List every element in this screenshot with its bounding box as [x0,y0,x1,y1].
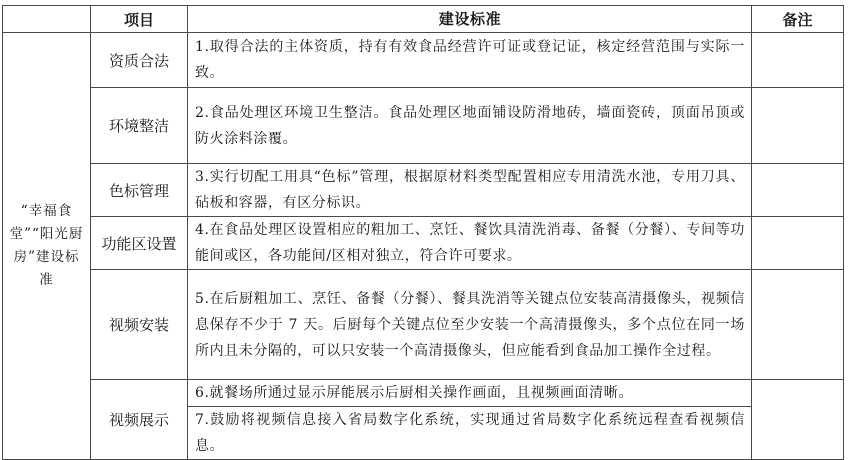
row-standard-a: 6.就餐场所通过显示屏能展示后厨相关操作画面，且视频画面清晰。 [188,380,752,407]
row-remarks [752,217,844,270]
header-row [3,6,844,33]
category-label: “幸福食堂”“阳光厨房”建设标准 [9,203,84,288]
table-row [3,217,844,270]
table-row [3,380,844,407]
row-standard: 4.在食品处理区设置相应的粗加工、烹饪、餐饮具清洗消毒、备餐（分餐）、专间等功能间或区，各功能间/区相对独立，符合许可要求。 [188,217,752,270]
row-item: 色标管理 [91,164,188,217]
table-row [3,164,844,217]
header-remarks: 备注 [752,6,844,33]
row-remarks [752,164,844,217]
row-item: 环境整洁 [91,88,188,164]
row-standard: 5.在后厨粗加工、烹饪、备餐（分餐）、餐具洗消等关键点位安装高清摄像头，视频信息保存不少于 7 天。后厨每个关键点位至少安装一个高清摄像头，多个点位在同一场所内且未分隔的，可以只安装一个高清摄像头，但应能看到食品加工操作全过程。 [188,270,752,380]
row-remarks [752,380,844,460]
row-standard: 3.实行切配工用具“色标”管理，根据原材料类型配置相应专用清洗水池，专用刀具、砧板和容器，有区分标识。 [188,164,752,217]
row-standard-b: 7.鼓励将视频信息接入省局数字化系统，实现通过省局数字化系统远程查看视频信息。 [188,407,752,460]
standards-table [2,5,844,460]
row-standard: 2.食品处理区环境卫生整洁。食品处理区地面铺设防滑地砖，墙面瓷砖，顶面吊顶或防火涂料涂覆。 [188,88,752,164]
row-item: 视频展示 [91,380,188,460]
header-blank-cell [3,6,91,33]
row-item: 视频安装 [91,270,188,380]
row-remarks [752,33,844,88]
table-row [3,33,844,88]
category-cell [3,33,91,460]
header-item: 项目 [91,6,188,33]
row-standard: 1.取得合法的主体资质，持有有效食品经营许可证或登记证，核定经营范围与实际一致。 [188,33,752,88]
row-remarks [752,270,844,380]
row-item: 功能区设置 [91,217,188,270]
row-remarks [752,88,844,164]
header-standard: 建设标准 [188,6,752,33]
table-row [3,270,844,380]
row-item: 资质合法 [91,33,188,88]
table-row [3,88,844,164]
